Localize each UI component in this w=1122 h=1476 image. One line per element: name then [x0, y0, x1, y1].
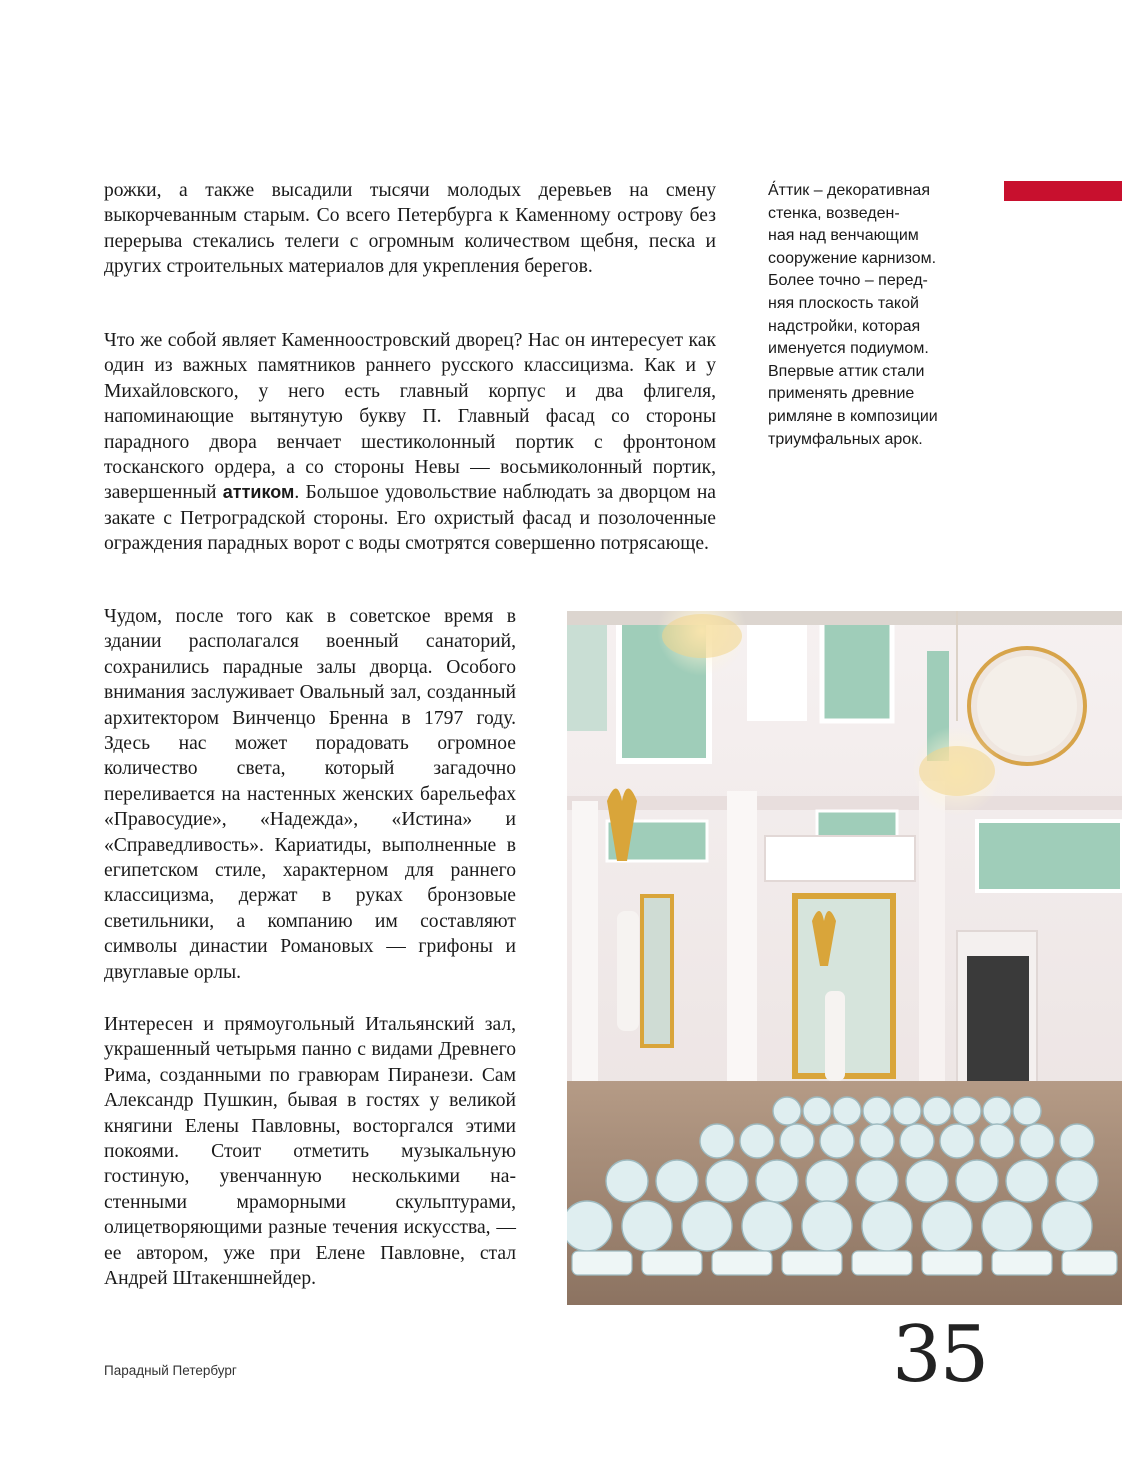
paragraph-3: Чудом, после того как в советское время в здании располагался военный санаторий, сохранились парадные залы дворца. Особого внимания заслуживает Овальный зал, созданный архитектором Винченцо Бренна в 1797 году. Здесь нас может порадовать огромное количество света, который загадочно переливается на настенных женских барельефах «Правосудие», «Надежда», «Истина» и «Справедливость». Кариатиды, выполненные в египетском стиле, характерном для раннего классицизма, держат в руках бронзовые светильники, а компанию им составляют символы династии Романовых — грифоны и двуглавые орлы.: [104, 606, 516, 983]
attic-term: аттиком: [222, 482, 295, 503]
paragraph-2: [104, 328, 716, 557]
paragraph-1: рожки, а также высадили тысячи молодых деревьев на смену выкорчеванным старым. Со всего Петербурга к Каменному острову без перерыва стекались телеги с огромным количеством щебня, песка и других строительных материалов для укрепления берегов.: [104, 180, 716, 278]
paragraph-4: Интересен и прямоугольный Итальянский зал, украшенный четырьмя панно с видами Древнего Рима, созданными по гравюрам Пиранези. Сам Александр Пушкин, бывая в гостях у великой княгини Елены Павловны, восторгался этими покоями. Стоит отметить музыкальную гостиную, увенчанную несколькими настенными мраморными скульптурами, олицетворяющими разные течения искусства, — ее автором, уже при Елене Павловне, стал Андрей Штакеншнейдер.: [104, 1014, 516, 1290]
page-number: 35: [892, 1310, 988, 1400]
paragraph-2-text-b: . Большое удовольствие наблюдать за дворцом на закате с Петроградской стороны. Его охристый фасад и позолоченные ограждения парадных ворот с воды смотрятся совершенно потрясающе.: [104, 482, 716, 555]
sidebar-note: А́ттик – декоративная стенка, возведен- ная над венчающим сооружение карнизом. Более точно – перед- няя плоскость такой надстройки, которая именуется подиумом. Впервые аттик стали применять древние римляне в композиции триумфальных арок.: [768, 182, 938, 448]
paragraph-2-text-a: Что же собой являет Каменноостровский дворец? Нас он интересует как один из важных памятников раннего русского классицизма. Как и у Михайловского, у него есть главный корпус и два флигеля, напоминающие вытянутую букву П. Главный фасад со стороны парадного двора венчает шестиколонный портик с фронтоном тосканского ордера, а со стороны Невы — восьмиколонный портик, завершенный: [104, 330, 716, 504]
red-accent-bar: [1004, 181, 1122, 201]
oval-hall-photo: [567, 611, 1122, 1305]
footer-label: Парадный Петербург: [104, 1363, 237, 1378]
